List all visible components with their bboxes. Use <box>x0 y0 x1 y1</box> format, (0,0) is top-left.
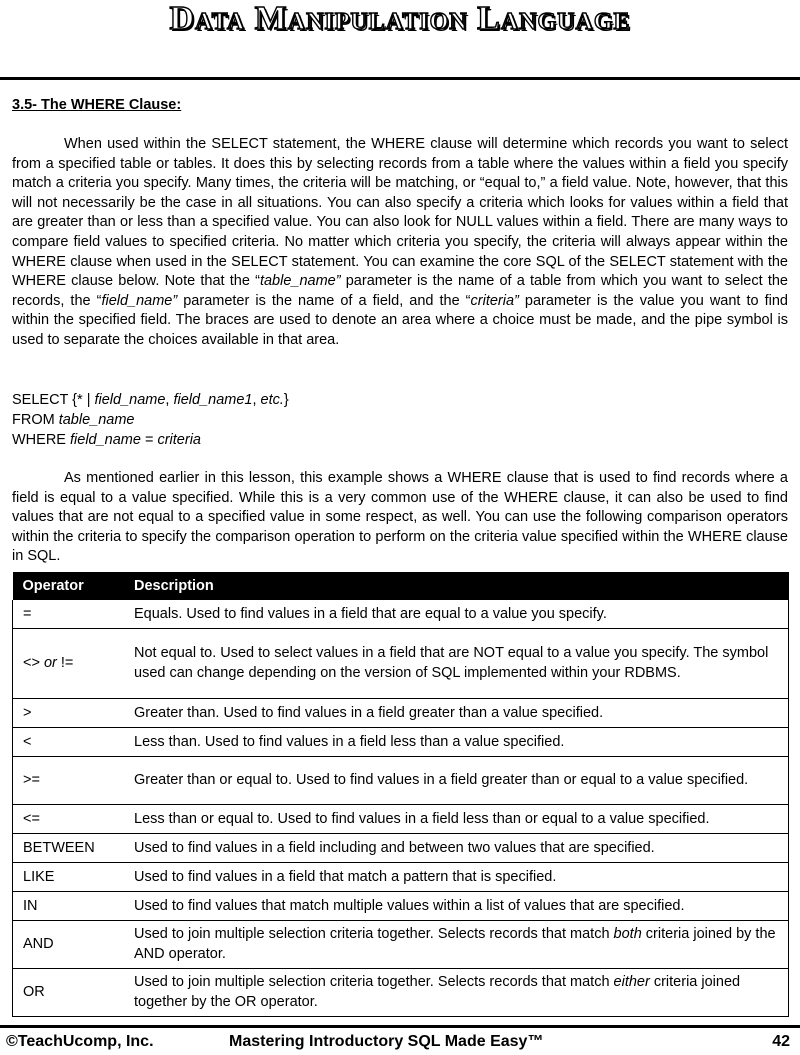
operator-cell: >= <box>13 756 125 804</box>
table-row <box>13 600 789 628</box>
header-description: Description <box>124 572 789 600</box>
table-row <box>13 727 789 756</box>
page-number: 42 <box>772 1033 790 1050</box>
operators-table <box>12 572 789 1017</box>
title-divider <box>0 77 800 80</box>
description-cell: Greater than. Used to find values in a field greater than a value specified. <box>124 698 789 727</box>
table-row <box>13 862 789 891</box>
description-cell: Greater than or equal to. Used to find values in a field greater than or equal to a value specified. <box>124 756 789 804</box>
table-row <box>13 804 789 833</box>
operator-cell: = <box>13 600 125 628</box>
header-operator: Operator <box>13 572 125 600</box>
page-title: Data Manipulation Language <box>169 0 631 37</box>
description-cell: Used to join multiple selection criteria together. Selects records that match either criteria joined together by the OR operator. <box>124 968 789 1016</box>
operator-cell: BETWEEN <box>13 833 125 862</box>
sql-syntax-block <box>12 390 289 450</box>
footer-copyright: ©TeachUcomp, Inc. <box>6 1033 154 1050</box>
intro-paragraph: When used within the SELECT statement, the WHERE clause will determine which records you want to select from a specified table or tables. It does this by selecting records from a table where the values within a field you specify match a criteria you specify. Many times, the criteria will be matching, or “equal to,” a field value. Note, however, that this will not necessarily be the case in all situations. You can also specify a criteria which looks for values within a field that are greater than or less than a specified value. You can also look for NULL values within a field. There are many ways to compare field values to specified criteria. No matter which criteria you specify, the criteria will always appear within the WHERE clause when used in the SELECT statement. You can examine the core SQL of the SELECT statement with the WHERE clause below. Note that the “table_name” parameter is the name of a table from which you want to select the records, the “field_name” parameter is the name of a field, and the “criteria” parameter is the value you want to find within the specified field. The braces are used to denote an area where a choice must be made, and the pipe symbol is used to separate the choices available in that area. <box>12 136 789 348</box>
operator-cell: IN <box>13 891 125 920</box>
comparison-paragraph: As mentioned earlier in this lesson, this example shows a WHERE clause that is used to find records where a field is equal to a value specified. While this is a very common use of the WHERE clause, it can also be used to find values that are not equal to a specified value in some respect, as well. You can use the following comparison operators within the criteria to specify the comparison operation to perform on the criteria value specified within the WHERE clause in SQL. <box>12 470 788 565</box>
description-cell: Used to find values in a field including and between two values that are specified. <box>124 833 789 862</box>
description-cell: Equals. Used to find values in a field that are equal to a value you specify. <box>124 600 789 628</box>
table-row <box>13 920 789 968</box>
section-heading: 3.5- The WHERE Clause: <box>12 97 182 113</box>
syntax-line-select: SELECT {* | field_name, field_name1, etc.} <box>12 392 289 408</box>
table-row <box>13 698 789 727</box>
operator-cell: OR <box>13 968 125 1016</box>
table-row <box>13 628 789 698</box>
table-row <box>13 756 789 804</box>
table-row <box>13 891 789 920</box>
description-cell: Not equal to. Used to select values in a field that are NOT equal to a value you specify. The symbol used can change depending on the version of SQL implemented within your RDBMS. <box>124 628 789 698</box>
syntax-line-from: FROM table_name <box>12 412 135 428</box>
operator-cell: > <box>13 698 125 727</box>
description-cell: Less than or equal to. Used to find values in a field less than or equal to a value specified. <box>124 804 789 833</box>
description-cell: Used to find values in a field that match a pattern that is specified. <box>124 862 789 891</box>
footer-book-title: Mastering Introductory SQL Made Easy™ <box>229 1033 544 1050</box>
page-footer <box>0 1031 800 1053</box>
operator-cell: < <box>13 727 125 756</box>
table-row <box>13 968 789 1016</box>
footer-divider <box>0 1025 800 1028</box>
syntax-line-where: WHERE field_name = criteria <box>12 432 201 448</box>
operator-cell: <> or != <box>13 628 125 698</box>
operator-cell: <= <box>13 804 125 833</box>
operator-cell: AND <box>13 920 125 968</box>
description-cell: Less than. Used to find values in a field less than a value specified. <box>124 727 789 756</box>
description-cell: Used to join multiple selection criteria together. Selects records that match both criteria joined by the AND operator. <box>124 920 789 968</box>
table-row <box>13 833 789 862</box>
description-cell: Used to find values that match multiple values within a list of values that are specified. <box>124 891 789 920</box>
operator-cell: LIKE <box>13 862 125 891</box>
table-header-row <box>13 572 789 600</box>
